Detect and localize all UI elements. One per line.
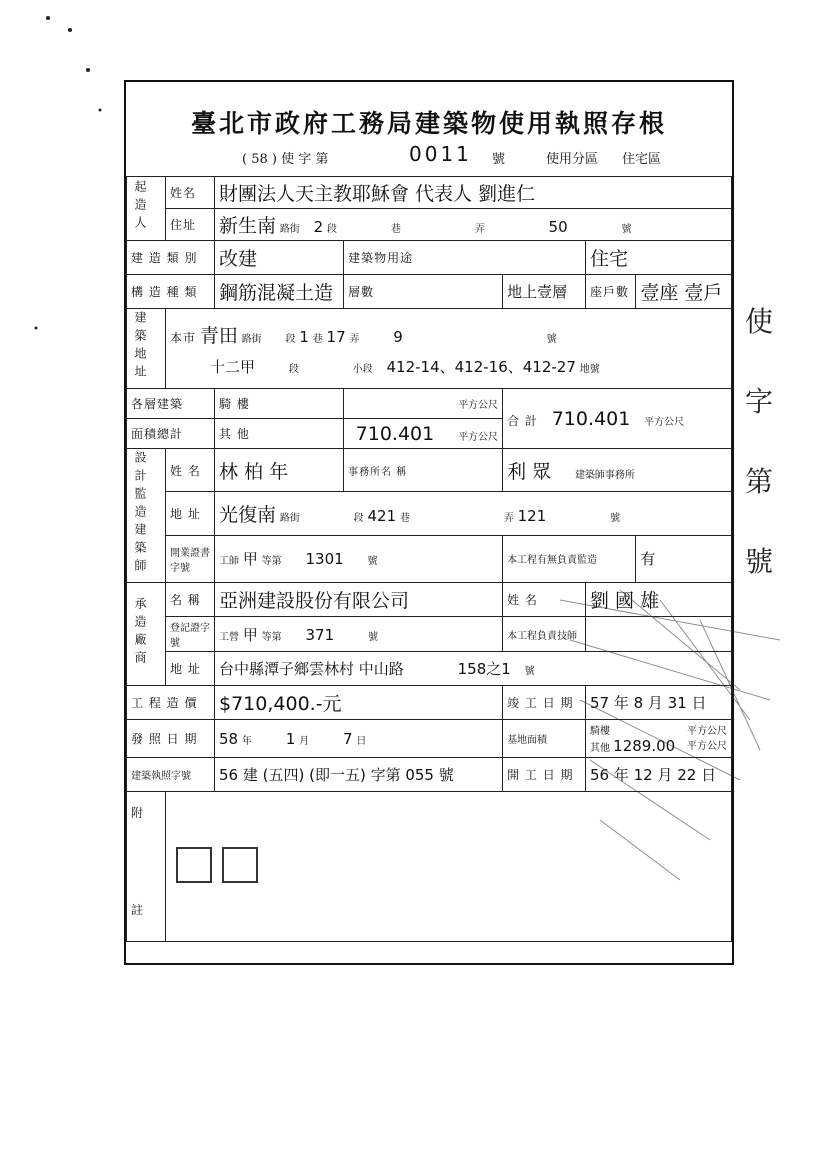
contractor-reg-label: 登記證字號	[166, 617, 215, 652]
area-floors-label: 各層建築	[127, 389, 215, 419]
site-road-label: 路街	[241, 333, 262, 345]
site-number-label: 號	[546, 333, 557, 345]
remarks-label: 附 註	[127, 792, 166, 942]
start-value: 56 年 12 月 22 日	[585, 758, 731, 792]
supervisor-value: 有	[636, 535, 732, 582]
area-other: 710.401 平方公尺	[344, 419, 503, 449]
applicant-number: 50	[548, 218, 568, 236]
area-total-label: 面積總計	[127, 419, 215, 449]
side-char-3: 第	[745, 465, 774, 498]
stamp-smudge	[560, 590, 780, 880]
designer-office-label: 事務所名 稱	[344, 449, 503, 492]
completion-value: 57 年 8 月 31 日	[585, 686, 731, 720]
designer-address: 光復南 路街 段 421 巷 弄 121 號	[215, 492, 732, 535]
site-lane-label: 巷	[312, 333, 323, 345]
applicant-name-value: 財團法人天主教耶穌會 代表人 劉進仁	[215, 177, 732, 209]
site-section-label: 段	[285, 333, 296, 345]
designer-office-value: 利 眾	[507, 460, 552, 483]
applicant-address-label: 住址	[166, 209, 215, 241]
designer-name-value: 林 柏 年	[215, 449, 344, 492]
area-arcade-label: 騎 樓	[215, 389, 344, 419]
area-other-label: 其 他	[215, 419, 344, 449]
base-area-label: 基地面積	[503, 720, 586, 758]
area-sum-value: 710.401	[551, 407, 631, 430]
cost-value: $710,400.-元	[215, 686, 503, 720]
contractor-name-label: 名 稱	[166, 583, 215, 617]
designer-group-label: 設計監造建築師	[127, 449, 166, 583]
side-char-4: 號	[745, 545, 774, 578]
zone-label: 使用分區	[546, 152, 599, 167]
issue-label: 發 照 日 期	[127, 720, 215, 758]
permit-value: 56 建 (五四) (即一五) 字第 055 號	[215, 758, 503, 792]
site-group-label: 建築地址	[127, 309, 166, 389]
site-land-section: 十二甲	[210, 357, 256, 376]
floors-label: 層數	[344, 275, 503, 309]
site-road: 青田	[199, 324, 238, 347]
site-lots: 412-14、412-16、412-27	[386, 357, 576, 376]
site-land-section-label: 段	[288, 363, 299, 375]
site-lots-label: 地號	[579, 363, 600, 375]
contractor-reg: 工營 甲 等第 371 號	[215, 617, 503, 652]
number-suffix: 號	[492, 152, 506, 167]
applicant-road: 新生南	[219, 215, 277, 237]
road-label: 路街	[279, 224, 300, 235]
site-lane: 1	[299, 327, 309, 346]
site-number: 9	[393, 327, 403, 346]
designer-office: 利 眾 建築師事務所	[503, 449, 732, 492]
area-arcade-value: 平方公尺	[344, 389, 503, 419]
completion-label: 竣 工 日 期	[503, 686, 586, 720]
category-value: 改建	[215, 241, 344, 275]
applicant-name-label: 姓名	[166, 177, 215, 209]
designer-license: 工師 甲 等第 1301 號	[215, 535, 503, 582]
base-area: 騎樓 平方公尺 其他 1289.00 平方公尺	[585, 720, 731, 758]
contractor-address: 台中縣潭子鄉雲林村 中山路 158之1 號	[215, 652, 732, 686]
designer-name-label: 姓 名	[166, 449, 215, 492]
remarks-label-bottom: 註	[131, 903, 144, 917]
cost-label: 工 程 造 價	[127, 686, 215, 720]
contractor-person-value: 劉 國 雄	[585, 583, 731, 617]
section-label: 段	[327, 224, 338, 235]
applicant-section: 2	[313, 218, 324, 236]
category-label: 建 造 類 別	[127, 241, 215, 275]
contractor-tech-label: 本工程負責技師	[503, 617, 586, 652]
area-sum: 合 計 710.401 平方公尺	[503, 389, 732, 449]
zone-value: 住宅區	[622, 152, 662, 167]
side-char-2: 字	[745, 385, 774, 418]
issue-date: 58 年 1 月 7 日	[215, 720, 503, 758]
site-alley: 17	[326, 327, 346, 346]
alley-label: 弄	[474, 224, 485, 235]
units-label: 座戶數	[585, 275, 635, 309]
left-margin-marks	[35, 16, 102, 330]
contractor-person-label: 姓 名	[503, 583, 586, 617]
units-value: 壹座 壹戶	[636, 275, 732, 309]
side-char-1: 使	[745, 305, 774, 338]
number-label: 號	[621, 224, 632, 235]
contractor-group-label: 承造廠商	[127, 583, 166, 686]
floors-value: 地上壹層	[503, 275, 586, 309]
document-title: 臺北市政府工務局建築物使用執照存根	[190, 109, 667, 138]
permit-label: 建築執照字號	[127, 758, 215, 792]
area-other-value: 710.401	[355, 422, 435, 445]
permit-number: 0011	[409, 142, 472, 166]
structure-label: 構 造 種 類	[127, 275, 215, 309]
lane-label: 巷	[390, 224, 401, 235]
designer-address-label: 地 址	[166, 492, 215, 535]
designer-license-label: 開業證書字號	[166, 535, 215, 582]
contractor-name-value: 亞洲建設股份有限公司	[215, 583, 503, 617]
year-label: ( 58 ) 使 字 第	[242, 152, 329, 167]
site-alley-label: 弄	[349, 333, 360, 345]
site-subsection-label: 小段	[352, 363, 373, 375]
structure-value: 鋼筋混凝土造	[215, 275, 344, 309]
applicant-group-label: 起造人	[127, 177, 166, 241]
site-city: 本市	[170, 330, 197, 345]
use-label: 建築物用途	[344, 241, 586, 275]
supervisor-label: 本工程有無負責監造	[503, 535, 636, 582]
contractor-address-label: 地 址	[166, 652, 215, 686]
start-label: 開 工 日 期	[503, 758, 586, 792]
use-value: 住宅	[585, 241, 731, 275]
